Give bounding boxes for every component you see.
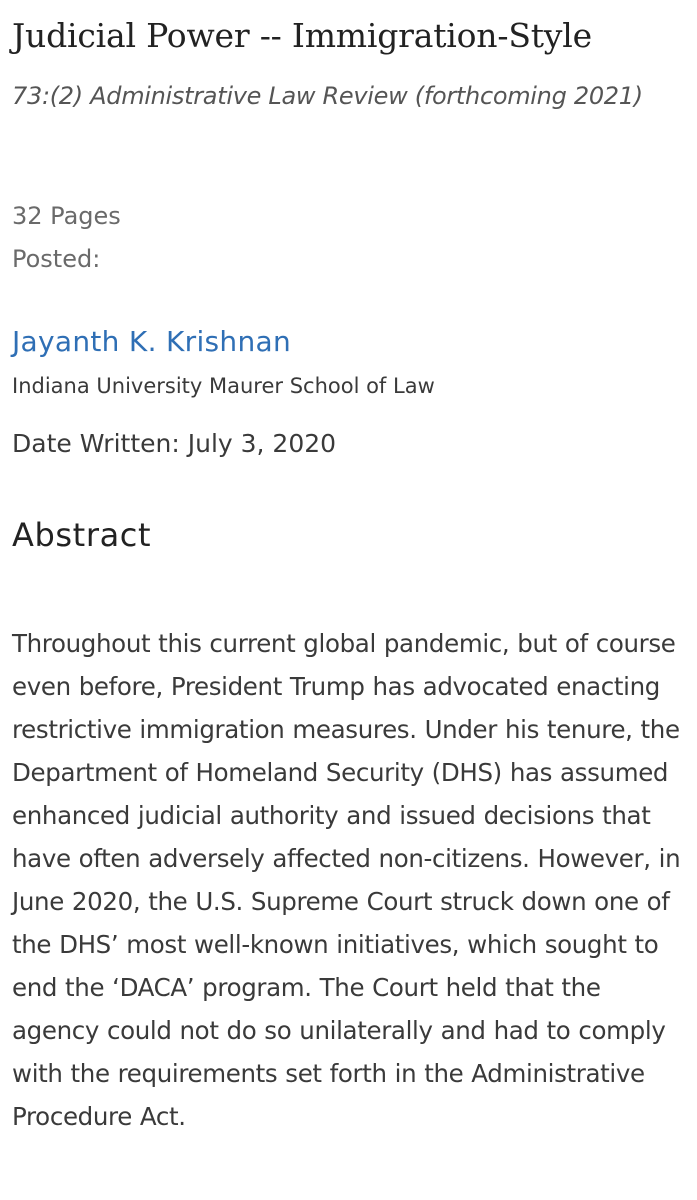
- abstract-heading: Abstract: [12, 516, 152, 554]
- author-link[interactable]: Jayanth K. Krishnan: [12, 325, 292, 358]
- paper-title: Judicial Power -- Immigration-Style: [12, 16, 592, 55]
- author-affiliation: Indiana University Maurer School of Law: [12, 374, 435, 398]
- date-written: Date Written: July 3, 2020: [12, 429, 337, 458]
- page-count: 32 Pages: [12, 202, 121, 230]
- paper-meta: [12, 195, 121, 281]
- journal-citation: 73:(2) Administrative Law Review (forthcoming 2021): [12, 82, 643, 110]
- posted-label: Posted:: [12, 245, 101, 273]
- abstract-text: Throughout this current global pandemic, but of course even before, President Trump has advocated enacting restrictive immigration measures. Under his tenure, the Department of Homeland Security (DHS) has assumed enhanced judicial authority and issued decisions that have often adversely affected non-citizens. However, in June 2020, the U.S. Supreme Court struck down one of the DHS’ most well-known initiatives, which sought to end the ‘DACA’ program. The Court held that the agency could not do so unilaterally and had to comply with the requirements set forth in the Administrative Procedure Act.: [12, 629, 681, 1131]
